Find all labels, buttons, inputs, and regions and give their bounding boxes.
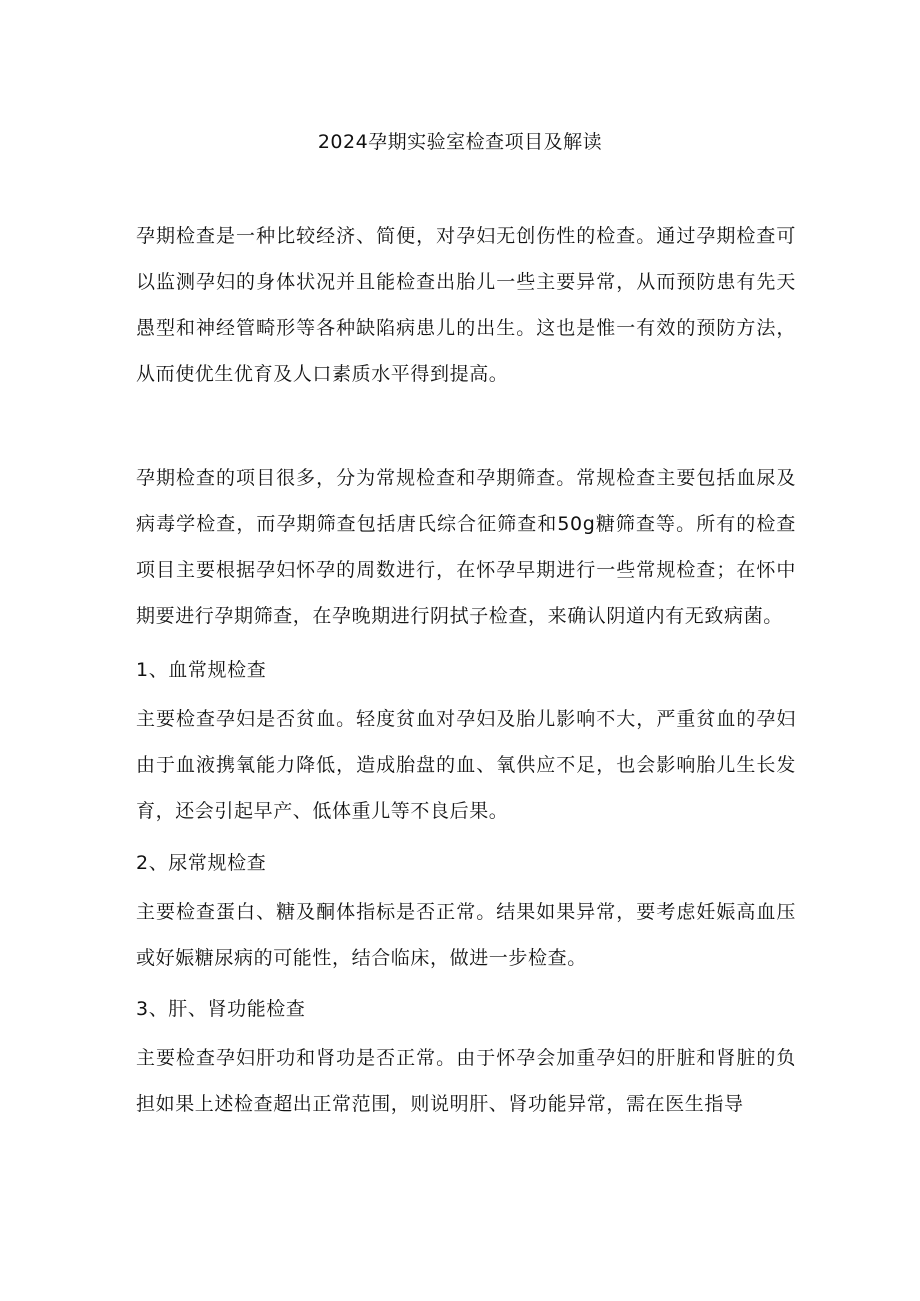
section-body-liver-kidney: 主要检查孕妇肝功和肾功是否正常。由于怀孕会加重孕妇的肝脏和肾脏的负担如果上述检查超出正常范围，则说明肝、肾功能异常，需在医生指导	[136, 1047, 796, 1115]
overview-paragraph: 孕期检查的项目很多，分为常规检查和孕期筛查。常规检查主要包括血尿及病毒学检查，而孕期筛查包括唐氏综合征筛查和50g糖筛查等。所有的检查项目主要根据孕妇怀孕的周数进行，在怀孕早期进行一些常规检查；在怀中期要进行孕期筛查，在孕晚期进行阴拭子检查，来确认阴道内有无致病菌。	[136, 467, 796, 627]
document-title: 2024孕期实验室检查项目及解读	[317, 131, 603, 153]
section-body-blood: 主要检查孕妇是否贫血。轻度贫血对孕妇及胎儿影响不大，严重贫血的孕妇由于血液携氧能力降低，造成胎盘的血、氧供应不足，也会影响胎儿生长发育，还会引起早产、低体重儿等不良后果。	[136, 708, 796, 822]
intro-paragraph: 孕期检查是一种比较经济、简便，对孕妇无创伤性的检查。通过孕期检查可以监测孕妇的身体状况并且能检查出胎儿一些主要异常，从而预防患有先天愚型和神经管畸形等各种缺陷病患儿的出生。这也是惟一有效的预防方法，从而使优生优育及人口素质水平得到提高。	[136, 225, 796, 385]
section-heading-blood: 1、血常规检查	[136, 659, 267, 681]
section-body-urine: 主要检查蛋白、糖及酮体指标是否正常。结果如果异常，要考虑妊娠高血压或好娠糖尿病的可能性，结合临床，做进一步检查。	[136, 901, 796, 969]
section-heading-urine: 2、尿常规检查	[136, 852, 267, 874]
section-heading-liver-kidney: 3、肝、肾功能检查	[136, 998, 306, 1020]
